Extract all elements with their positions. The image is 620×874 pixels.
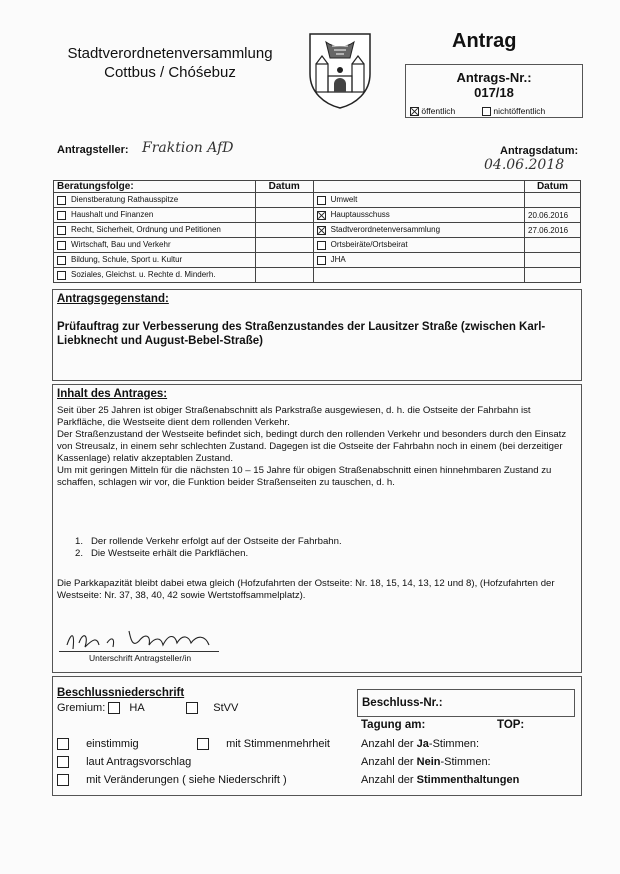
ja-stimmen: Anzahl der Ja-Stimmen: (361, 738, 480, 750)
committee-checkbox[interactable] (57, 271, 66, 280)
antrags-nr-value: 017/18 (474, 85, 514, 100)
beschluss-label: Beschlussniederschrift (57, 687, 185, 699)
veraenderungen-label: mit Veränderungen ( siehe Niederschrift ) (86, 774, 287, 786)
org-name (60, 44, 280, 82)
mehrheit-checkbox[interactable] (197, 738, 209, 750)
beschluss-nr-label: Beschluss-Nr.: (362, 697, 443, 709)
einstimmig-checkbox[interactable] (57, 738, 69, 750)
gegenstand-box (52, 289, 582, 381)
committee-label: Soziales, Gleichst. u. Rechte d. Minderh. (71, 270, 216, 280)
antragsdatum-label: Antragsdatum: (500, 145, 579, 157)
inhalt-label: Inhalt des Antrages: (57, 388, 168, 400)
laut-checkbox[interactable] (57, 756, 69, 768)
inhalt-para2: Der Straßenzustand der Westseite befindet sich, bedingt durch den rollenden Verkehr und besonders durch den Einsatz von Streusalz, in einem sehr schlechten Zustand. Dagegen ist die Ostseite der Fahrbahn noch in einem (bei derzeitiger Kassenlage) relativ akzeptablen Zustand. (57, 429, 567, 464)
beschluss-box (52, 676, 582, 796)
date-cell (255, 268, 313, 283)
date-cell (525, 268, 581, 283)
committee-label: Haushalt und Finanzen (71, 210, 154, 220)
enthaltungen: Anzahl der Stimmenthaltungen (361, 774, 520, 786)
antragsteller-value: Fraktion AfD (142, 140, 234, 156)
datum-header: Datum (255, 181, 313, 193)
inhalt-para1: Seit über 25 Jahren ist obiger Straßenabschnitt als Parkstraße ausgewiesen, d. h. die Ostseite der Fahrbahn ist Parkfläche, die Westseite dient dem rollenden Verkehr. (57, 405, 531, 428)
committee-checkbox[interactable] (317, 256, 326, 265)
antragsteller-label: Antragsteller: (57, 144, 129, 156)
nichtoeffentlich-checkbox[interactable] (482, 107, 491, 116)
nein-stimmen: Anzahl der Nein-Stimmen: (361, 756, 491, 768)
committee-checkbox[interactable] (317, 196, 326, 205)
oeffentlich-label: öffentlich (421, 106, 456, 116)
date-cell (525, 193, 581, 208)
table-row (54, 208, 581, 223)
date-cell (255, 223, 313, 238)
gremium-stvv-checkbox[interactable] (186, 702, 198, 714)
table-row (54, 193, 581, 208)
antrags-nr-box (405, 64, 583, 118)
date-cell: 27.06.2016 (525, 223, 581, 238)
gremium-label: Gremium: (57, 702, 106, 714)
date-cell (255, 208, 313, 223)
committee-checkbox[interactable] (317, 241, 326, 250)
signature-caption: Unterschrift Antragsteller/in (89, 653, 192, 663)
table-row (54, 268, 581, 283)
einstimmig-label: einstimmig (86, 738, 139, 750)
list-item: 2. Die Westseite erhält die Parkflächen. (75, 548, 249, 559)
date-cell: 20.06.2016 (525, 208, 581, 223)
committee-label: Wirtschaft, Bau und Verkehr (71, 240, 171, 250)
committee-label: Ortsbeiräte/Ortsbeirat (330, 240, 408, 250)
committee-checkbox[interactable] (57, 211, 66, 220)
committee-label: Hauptausschuss (330, 210, 390, 220)
committee-label: Bildung, Schule, Sport u. Kultur (71, 255, 183, 265)
nichtoeffentlich-label: nichtöffentlich (493, 106, 546, 116)
table-row (54, 223, 581, 238)
committee-checkbox[interactable] (317, 226, 326, 235)
date-cell (255, 193, 313, 208)
gremium-ha-checkbox[interactable] (108, 702, 120, 714)
beratungsfolge-table (53, 180, 581, 283)
inhalt-para3: Um mit geringen Mitteln für die nächsten 10 – 15 Jahre für obigen Straßenabschnitt einen hinnehmbaren Zustand zu schaffen, schlagen wir vor, die Funktion beider Straßenseiten zu tauschen, d. h. (57, 465, 552, 488)
committee-label: Umwelt (330, 195, 358, 205)
tagung-label: Tagung am: (361, 719, 426, 731)
oeffentlich-checkbox[interactable] (410, 107, 419, 116)
committee-label: Stadtverordnetenversammlung (330, 225, 441, 235)
committee-checkbox[interactable] (317, 211, 326, 220)
mehrheit-label: mit Stimmenmehrheit (226, 738, 330, 750)
beschluss-nr-box (357, 689, 575, 717)
org-line1: Stadtverordnetenversammlung (67, 45, 273, 62)
inhalt-box (52, 384, 582, 673)
datum-header-right: Datum (525, 181, 581, 193)
committee-label: Dienstberatung Rathausspitze (71, 195, 179, 205)
inhalt-para4: Die Parkkapazität bleibt dabei etwa gleich (Hofzufahrten der Ostseite: Nr. 18, 15, 14, 13, 12 und 8), (Hofzufahrten der Westseite: Nr. 37, 38, 40, 42 sowie Wertstoffsammelplatz). (57, 578, 555, 601)
date-cell (255, 253, 313, 268)
gegenstand-label: Antragsgegenstand: (57, 293, 169, 305)
antragsdatum-value: 04.06.2018 (484, 157, 565, 173)
table-row (54, 253, 581, 268)
top-label: TOP: (497, 719, 525, 731)
committee-checkbox[interactable] (57, 241, 66, 250)
gegenstand-text: Prüfauftrag zur Verbesserung des Straßenzustandes der Lausitzer Straße (zwischen Karl-Liebknecht und August-Bebel-Straße) (57, 321, 546, 347)
laut-label: laut Antragsvorschlag (86, 756, 192, 768)
antrags-nr-label: Antrags-Nr.: (456, 70, 532, 85)
gremium-ha-label: HA (129, 702, 145, 714)
date-cell (525, 253, 581, 268)
date-cell (255, 238, 313, 253)
org-line2: Cottbus / Chóśebuz (104, 64, 236, 81)
committee-checkbox[interactable] (57, 256, 66, 265)
committee-label: Recht, Sicherheit, Ordnung und Petitionen (71, 225, 221, 235)
gremium-stvv-label: StVV (213, 702, 239, 714)
table-row (54, 238, 581, 253)
list-item: 1. Der rollende Verkehr erfolgt auf der Ostseite der Fahrbahn. (75, 536, 342, 547)
committee-checkbox[interactable] (57, 226, 66, 235)
veraenderungen-checkbox[interactable] (57, 774, 69, 786)
committee-checkbox[interactable] (57, 196, 66, 205)
coat-of-arms-icon (304, 30, 376, 110)
committee-label: JHA (330, 255, 346, 265)
date-cell (525, 238, 581, 253)
beratungsfolge-header: Beratungsfolge: (54, 181, 256, 193)
doc-type: Antrag (452, 30, 517, 52)
